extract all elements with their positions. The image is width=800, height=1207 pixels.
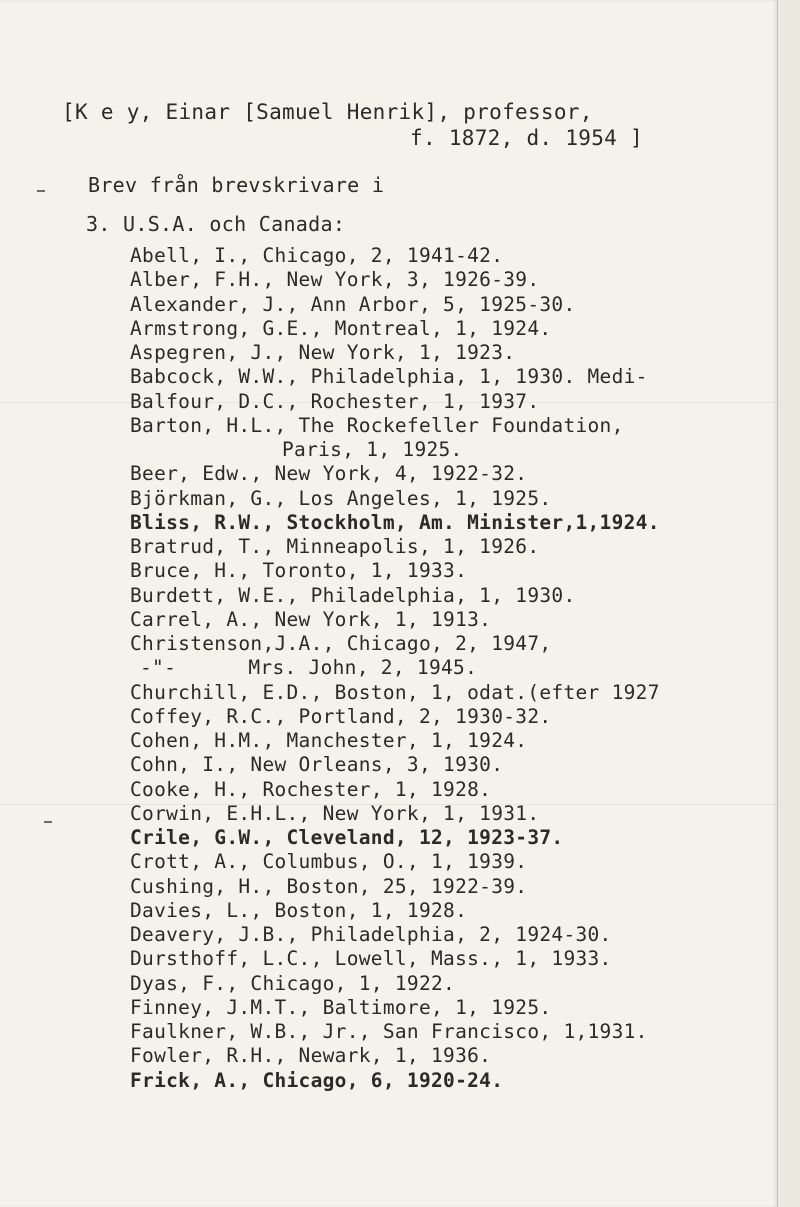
list-item: Abell, I., Chicago, 2, 1941-42. (130, 244, 504, 267)
list-item: Alber, F.H., New York, 3, 1926-39. (130, 268, 540, 292)
list-item: Cohen, H.M., Manchester, 1, 1924. (130, 729, 528, 752)
margin-mark (37, 190, 45, 192)
list-item: Bruce, H., Toronto, 1, 1933. (130, 559, 468, 583)
header-name-line: [K e y, Einar [Samuel Henrik], professor, (62, 100, 593, 124)
list-item: Babcock, W.W., Philadelphia, 1, 1930. Medi- (130, 365, 648, 389)
list-item: Cohn, I., New Orleans, 3, 1930. (130, 753, 504, 777)
list-item: Dyas, F., Chicago, 1, 1922. (130, 971, 456, 995)
list-item: Crott, A., Columbus, O., 1, 1939. (130, 850, 528, 874)
list-item: Burdett, W.E., Philadelphia, 1, 1930. (130, 583, 576, 607)
list-item: Cooke, H., Rochester, 1, 1928. (130, 777, 492, 801)
list-item: Bliss, R.W., Stockholm, Am. Minister,1,1924. (130, 510, 660, 534)
list-item: Carrel, A., New York, 1, 1913. (130, 607, 492, 631)
list-item: Barton, H.L., The Rockefeller Foundation, (130, 413, 624, 437)
list-item-continuation: Paris, 1, 1925. (282, 438, 463, 461)
list-item: Finney, J.M.T., Baltimore, 1, 1925. (130, 995, 552, 1019)
list-item: Dursthoff, L.C., Lowell, Mass., 1, 1933. (130, 947, 612, 971)
list-item: Churchill, E.D., Boston, 1, odat.(efter 1927 (130, 680, 660, 704)
list-item: Fowler, R.H., Newark, 1, 1936. (130, 1044, 492, 1068)
background-sheet-edge (777, 0, 800, 1207)
margin-mark (44, 821, 52, 823)
section-heading: 3. U.S.A. och Canada: (86, 212, 346, 236)
list-item: Deavery, J.B., Philadelphia, 2, 1924-30. (130, 923, 612, 946)
list-item-ditto: -"- Mrs. John, 2, 1945. (140, 656, 478, 680)
list-item: Corwin, E.H.L., New York, 1, 1931. (130, 801, 540, 825)
list-item: Bratrud, T., Minneapolis, 1, 1926. (130, 535, 540, 558)
list-item: Davies, L., Boston, 1, 1928. (130, 898, 468, 922)
list-item: Crile, G.W., Cleveland, 12, 1923-37. (130, 826, 564, 849)
header-dates-line: f. 1872, d. 1954 ] (410, 126, 643, 150)
list-item: Balfour, D.C., Rochester, 1, 1937. (130, 389, 540, 413)
list-item: Christenson,J.A., Chicago, 2, 1947, (130, 632, 552, 655)
intro-text: Brev från brevskrivare i (88, 173, 385, 197)
list-item: Alexander, J., Ann Arbor, 5, 1925-30. (130, 292, 576, 316)
list-item: Frick, A., Chicago, 6, 1920-24. (130, 1068, 504, 1092)
list-item: Aspegren, J., New York, 1, 1923. (130, 341, 516, 364)
list-item: Beer, Edw., New York, 4, 1922-32. (130, 462, 528, 486)
list-item: Armstrong, G.E., Montreal, 1, 1924. (130, 316, 552, 340)
list-item: Cushing, H., Boston, 25, 1922-39. (130, 874, 528, 898)
list-item: Coffey, R.C., Portland, 2, 1930-32. (130, 704, 552, 728)
list-item: Faulkner, W.B., Jr., San Francisco, 1,1931. (130, 1020, 648, 1043)
list-item: Björkman, G., Los Angeles, 1, 1925. (130, 486, 552, 510)
correspondent-list (130, 244, 660, 1093)
